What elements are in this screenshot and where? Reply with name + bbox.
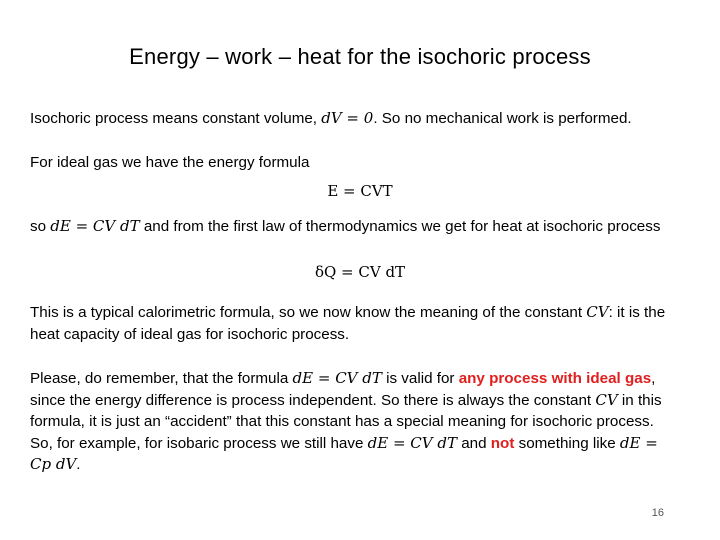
highlight-not: not <box>490 434 515 452</box>
math-de-isobaric: dE = CV dT <box>367 433 457 452</box>
paragraph-isochoric-definition: Isochoric process means constant volume, dV = 0. So no mechanical work is performed. <box>30 109 632 127</box>
page-number: 16 <box>651 507 664 519</box>
paragraph-energy-formula-intro: For ideal gas we have the energy formula <box>30 154 310 171</box>
highlight-any-process: any process with ideal gas <box>458 370 652 387</box>
equation-heat: δQ = CV dT <box>314 263 406 281</box>
math-cv: CV <box>586 303 609 321</box>
paragraph-remember: Please, do remember, that the formula dE = CV dT is valid for any process with ideal gas, since the energy difference is process independent. So there is always the constant CV in this formula, it is just an “accident” that this constant has a special meaning for isochoric process. So, for example, for isobaric process we still have dE = CV dT and not something like dE = Cp dV. <box>30 369 662 473</box>
math-dv-zero: dV = 0 <box>321 109 374 127</box>
math-de-cp-dv: dE = Cp dV <box>30 433 658 473</box>
math-de-cv-dt: dE = CV dT <box>50 217 140 235</box>
math-cv-constant: CV <box>595 390 618 409</box>
math-de-formula: dE = CV dT <box>292 369 382 387</box>
slide-title: Energy – work – heat for the isochoric process <box>129 44 591 69</box>
paragraph-first-law: so dE = CV dT and from the first law of thermodynamics we get for heat at isochoric process <box>30 217 661 235</box>
equation-energy: E = CVT <box>327 182 393 200</box>
paragraph-calorimetric: This is a typical calorimetric formula, so we now know the meaning of the constant CV: it is the heat capacity of ideal gas for isochoric process. <box>30 303 666 343</box>
